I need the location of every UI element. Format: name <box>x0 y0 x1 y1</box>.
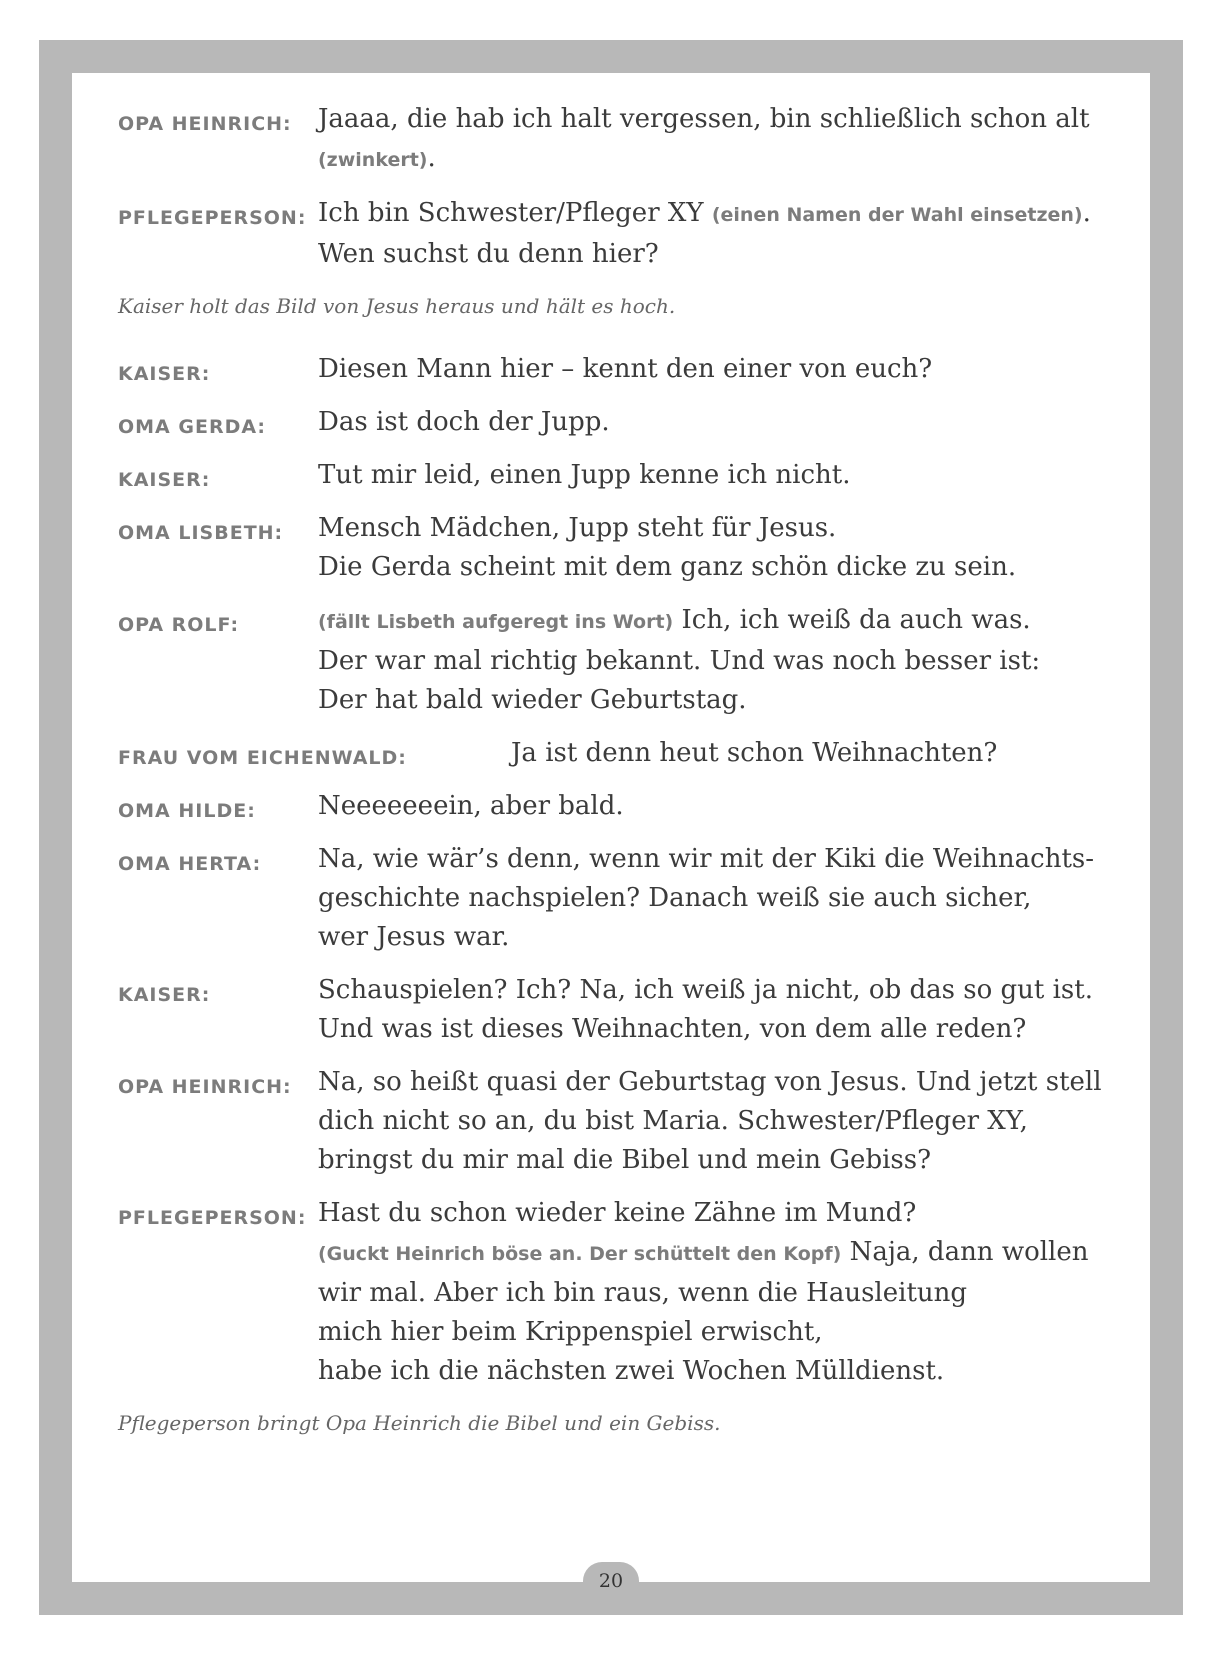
stage-direction: Pflegeperson bringt Opa Heinrich die Bibel und ein Gebiss. <box>118 1411 721 1435</box>
spoken-segment: Ich, ich weiß da auch was. <box>673 605 1031 635</box>
spoken-segment: mich hier beim Krippenspiel erwischt, <box>318 1317 823 1347</box>
spoken-segment: Und was ist dieses Weihnachten, von dem alle reden? <box>318 1014 1027 1044</box>
speaker-name: KAISER: <box>118 363 211 385</box>
spoken-segment: wer Jesus war. <box>318 922 510 952</box>
text-line <box>318 1352 1128 1391</box>
text-line <box>318 139 1128 180</box>
spoken-text <box>318 456 1128 495</box>
spoken-segment: Der war mal richtig bekannt. Und was noch besser ist: <box>318 646 1041 676</box>
text-line <box>318 601 1128 642</box>
spoken-segment: Schauspielen? Ich? Na, ich weiß ja nicht, ob das so gut ist. <box>318 975 1093 1005</box>
spoken-text <box>511 734 1128 773</box>
spoken-segment: Jaaaa, die hab ich halt vergessen, bin schließlich schon alt <box>318 104 1090 134</box>
speaker-name: OPA HEINRICH: <box>118 113 292 135</box>
spoken-text <box>318 350 1128 389</box>
text-line <box>318 1063 1128 1102</box>
text-line <box>318 918 1128 957</box>
dialogue-line <box>118 1194 1128 1391</box>
dialogue-line <box>118 734 1128 773</box>
text-line <box>318 1313 1128 1352</box>
spoken-segment: Das ist doch der Jupp. <box>318 407 610 437</box>
text-line <box>318 681 1128 720</box>
spoken-segment: Hast du schon wieder keine Zähne im Mund? <box>318 1198 917 1228</box>
text-line <box>318 456 1128 495</box>
text-line <box>318 840 1128 879</box>
dialogue-line <box>118 350 1128 389</box>
text-line <box>318 1194 1128 1233</box>
text-line <box>318 1010 1128 1049</box>
spoken-segment: Tut mir leid, einen Jupp kenne ich nicht. <box>318 460 851 490</box>
text-line <box>318 1233 1128 1274</box>
dialogue-line <box>118 840 1128 957</box>
speaker-name: KAISER: <box>118 469 211 491</box>
spoken-text <box>318 971 1128 1049</box>
spoken-text <box>318 403 1128 442</box>
text-line <box>318 1102 1128 1141</box>
spoken-text <box>318 840 1128 957</box>
dialogue-line <box>118 787 1128 826</box>
speaker-name: KAISER: <box>118 984 211 1006</box>
text-line <box>318 879 1128 918</box>
speaker-name: PFLEGEPERSON: <box>118 1207 307 1229</box>
spoken-text <box>318 100 1128 180</box>
dialogue-line <box>118 971 1128 1049</box>
spoken-segment: Ja ist denn heut schon Weihnachten? <box>511 738 998 768</box>
text-line <box>318 100 1128 139</box>
speaker-name: OMA LISBETH: <box>118 522 284 544</box>
speaker-name: OMA HERTA: <box>118 853 262 875</box>
speaker-name: OMA GERDA: <box>118 416 267 438</box>
spoken-segment: bringst du mir mal die Bibel und mein Gebiss? <box>318 1145 932 1175</box>
spoken-segment: habe ich die nächsten zwei Wochen Mülldienst. <box>318 1356 945 1386</box>
text-line <box>318 787 1128 826</box>
text-line <box>511 734 1128 773</box>
spoken-segment: Neeeeeeein, aber bald. <box>318 791 624 821</box>
stage-direction-inline: (fällt Lisbeth aufgeregt ins Wort) <box>318 611 674 633</box>
spoken-segment: Ich bin Schwester/Pfleger XY <box>318 198 712 228</box>
dialogue-line <box>118 403 1128 442</box>
text-line <box>318 235 1128 274</box>
spoken-segment: wir mal. Aber ich bin raus, wenn die Hausleitung <box>318 1278 968 1308</box>
spoken-segment: . <box>427 143 436 173</box>
spoken-segment: Diesen Mann hier – kennt den einer von euch? <box>318 354 933 384</box>
spoken-segment: Na, wie wär’s denn, wenn wir mit der Kiki die Weihnachts- <box>318 844 1095 874</box>
speaker-name: OPA ROLF: <box>118 614 240 636</box>
page-number: 20 <box>583 1562 639 1600</box>
spoken-segment: Wen suchst du denn hier? <box>318 239 659 269</box>
dialogue-line <box>118 601 1128 720</box>
spoken-text <box>318 194 1128 274</box>
speaker-name: OPA HEINRICH: <box>118 1076 292 1098</box>
stage-direction: Kaiser holt das Bild von Jesus heraus und hält es hoch. <box>118 294 676 318</box>
text-line <box>318 642 1128 681</box>
dialogue-line <box>118 456 1128 495</box>
text-line <box>318 350 1128 389</box>
speaker-name: FRAU VOM EICHENWALD: <box>118 747 407 769</box>
dialogue-line <box>118 194 1128 274</box>
text-line <box>318 509 1128 548</box>
spoken-text <box>318 1063 1128 1180</box>
stage-direction-inline: (zwinkert) <box>318 149 428 171</box>
speaker-name: PFLEGEPERSON: <box>118 207 307 229</box>
spoken-segment: dich nicht so an, du bist Maria. Schwester/Pfleger XY, <box>318 1106 1028 1136</box>
text-line <box>318 548 1128 587</box>
dialogue-line <box>118 1063 1128 1180</box>
dialogue-line <box>118 100 1128 180</box>
script-content <box>118 100 1128 1467</box>
spoken-segment: Die Gerda scheint mit dem ganz schön dicke zu sein. <box>318 552 1017 582</box>
text-line <box>318 971 1128 1010</box>
speaker-name: OMA HILDE: <box>118 800 256 822</box>
spoken-segment: geschichte nachspielen? Danach weiß sie auch sicher, <box>318 883 1032 913</box>
spoken-segment: . <box>1082 198 1091 228</box>
text-line <box>318 194 1128 235</box>
spoken-text <box>318 509 1128 587</box>
text-line <box>318 403 1128 442</box>
dialogue-line <box>118 509 1128 587</box>
spoken-segment: Naja, dann wollen <box>841 1237 1089 1267</box>
text-line <box>318 1274 1128 1313</box>
spoken-text <box>318 787 1128 826</box>
stage-direction-inline: (Guckt Heinrich böse an. Der schüttelt den Kopf) <box>318 1243 842 1265</box>
spoken-segment: Der hat bald wieder Geburtstag. <box>318 685 747 715</box>
text-line <box>318 1141 1128 1180</box>
spoken-text <box>318 1194 1128 1391</box>
spoken-segment: Na, so heißt quasi der Geburtstag von Jesus. Und jetzt stell <box>318 1067 1102 1097</box>
spoken-text <box>318 601 1128 720</box>
spoken-segment: Mensch Mädchen, Jupp steht für Jesus. <box>318 513 837 543</box>
stage-direction-inline: (einen Namen der Wahl einsetzen) <box>711 204 1083 226</box>
